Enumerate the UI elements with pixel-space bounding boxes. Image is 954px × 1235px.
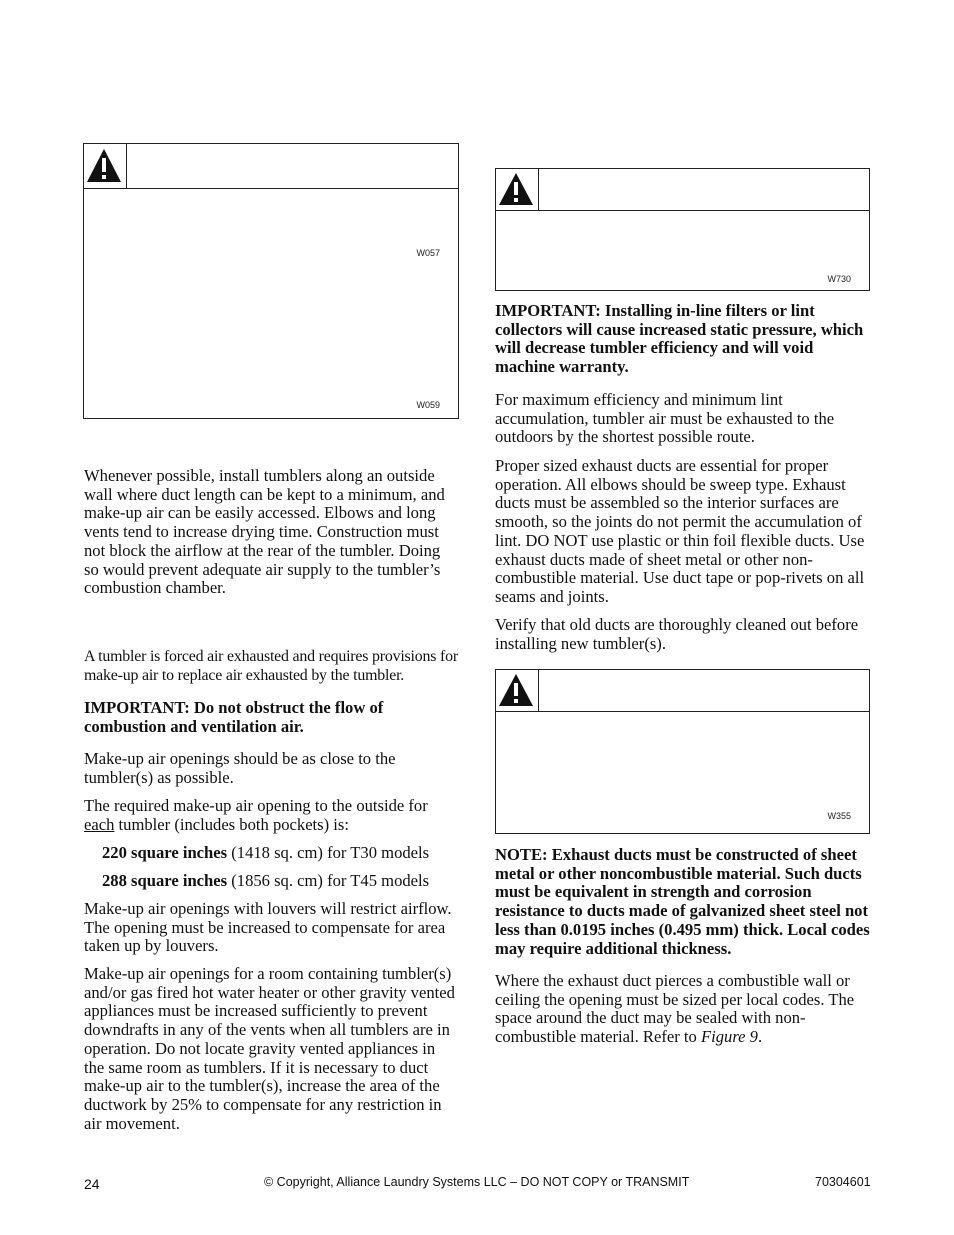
warning-box-3 [495, 669, 870, 834]
page-number: 24 [84, 1176, 100, 1192]
spec-t45-area: 288 square inches [102, 871, 228, 890]
warning-code-w355: W355 [827, 811, 851, 821]
note-exhaust: NOTE: Exhaust ducts must be constructed of sheet metal or other noncombustible material. Such ducts must be equivalent in strength and corrosion resistance to ducts made of galvanized sheet steel not less than 0.0195 inches (0.495 mm) thick. Local codes may require additional thickness. [495, 845, 870, 958]
warning-box-2 [495, 168, 870, 291]
important-obstruct: IMPORTANT: Do not obstruct the flow of combustion and ventilation air. [84, 698, 384, 736]
paragraph-room: Make-up air openings for a room containing tumbler(s) and/or gas fired hot water heater or other gravity vented appliances must be increased sufficiently to prevent downdrafts in any of the vents when all tumblers are in operation. Do not locate gravity vented appliances in the same room as tumblers. If it is necessary to duct make-up air to the tumbler(s), increase the area of the ductwork by 25% to compensate for any restriction in air movement. [84, 964, 455, 1133]
spec-t30-detail: (1418 sq. cm) for T30 models [227, 843, 430, 862]
warning-code-w730: W730 [827, 274, 851, 284]
warning-box-header [496, 169, 869, 211]
spec-t45-detail: (1856 sq. cm) for T45 models [227, 871, 430, 890]
spec-t30 [102, 844, 462, 863]
paragraph-verify: Verify that old ducts are thoroughly cleaned out before installing new tumbler(s). [495, 615, 859, 653]
required-opening-each: each [84, 814, 115, 834]
paragraph-pierce-end: . [757, 1027, 763, 1047]
warning-code-w057: W057 [416, 248, 440, 258]
important-filters: IMPORTANT: Installing in-line filters or lint collectors will cause increased static pressure, which will decrease tumbler efficiency and will void machine warranty. [495, 301, 864, 377]
warning-box-header [496, 670, 869, 712]
paragraph-pierce-text: Where the exhaust duct pierces a combustible wall or ceiling the opening must be sized per local codes. The space around the duct may be sealed with non-combustible material. Refer to [495, 971, 855, 1047]
warning-icon-cell [84, 144, 127, 188]
warning-code-w059: W059 [416, 400, 440, 410]
paragraph-pierce [495, 972, 871, 1047]
required-opening-text-a: The required make-up air opening to the outside for [84, 796, 428, 815]
warning-triangle-icon [84, 144, 124, 186]
copyright-notice: © Copyright, Alliance Laundry Systems LLC – DO NOT COPY or TRANSMIT [264, 1175, 690, 1189]
warning-icon-cell [496, 670, 539, 711]
figure-reference: Figure 9 [700, 1027, 758, 1047]
required-opening-text-b: tumbler (includes both pockets) is: [114, 814, 349, 834]
warning-triangle-icon [496, 169, 536, 209]
paragraph-efficiency: For maximum efficiency and minimum lint accumulation, tumbler air must be exhausted to the outdoors by the shortest possible route. [495, 390, 835, 447]
paragraph-forced-air: A tumbler is forced air exhausted and requires provisions for make-up air to replace air exhausted by the tumbler. [84, 648, 458, 684]
paragraph-close: Make-up air openings should be as close to the tumbler(s) as possible. [84, 749, 396, 787]
document-number: 70304601 [815, 1175, 871, 1189]
paragraph-proper-sized: Proper sized exhaust ducts are essential for proper operation. All elbows should be sweep type. Exhaust ducts must be assembled so the interior surfaces are smooth, so the joints do not permit the accumulation of lint. DO NOT use plastic or thin foil flexible ducts. Use exhaust ducts made of sheet metal or other non-combustible material. Use duct tape or pop-rivets on all seams and joints. [495, 456, 865, 606]
warning-icon-cell [496, 169, 539, 210]
spec-t30-area: 220 square inches [102, 843, 228, 862]
spec-t45 [102, 872, 462, 891]
warning-triangle-icon [496, 670, 536, 710]
paragraph-louvers: Make-up air openings with louvers will restrict airflow. The opening must be increased to compensate for area taken up by louvers. [84, 899, 452, 956]
paragraph-outside-wall: Whenever possible, install tumblers along an outside wall where duct length can be kept to a minimum, and make-up air can be easily accessed. Elbows and long vents tend to increase drying time. Construction must not block the airflow at the rear of the tumbler. Doing so would prevent adequate air supply to the tumbler’s combustion chamber. [84, 466, 445, 598]
paragraph-required-opening [84, 797, 459, 834]
warning-box-1 [83, 143, 459, 419]
warning-box-header [84, 144, 458, 189]
